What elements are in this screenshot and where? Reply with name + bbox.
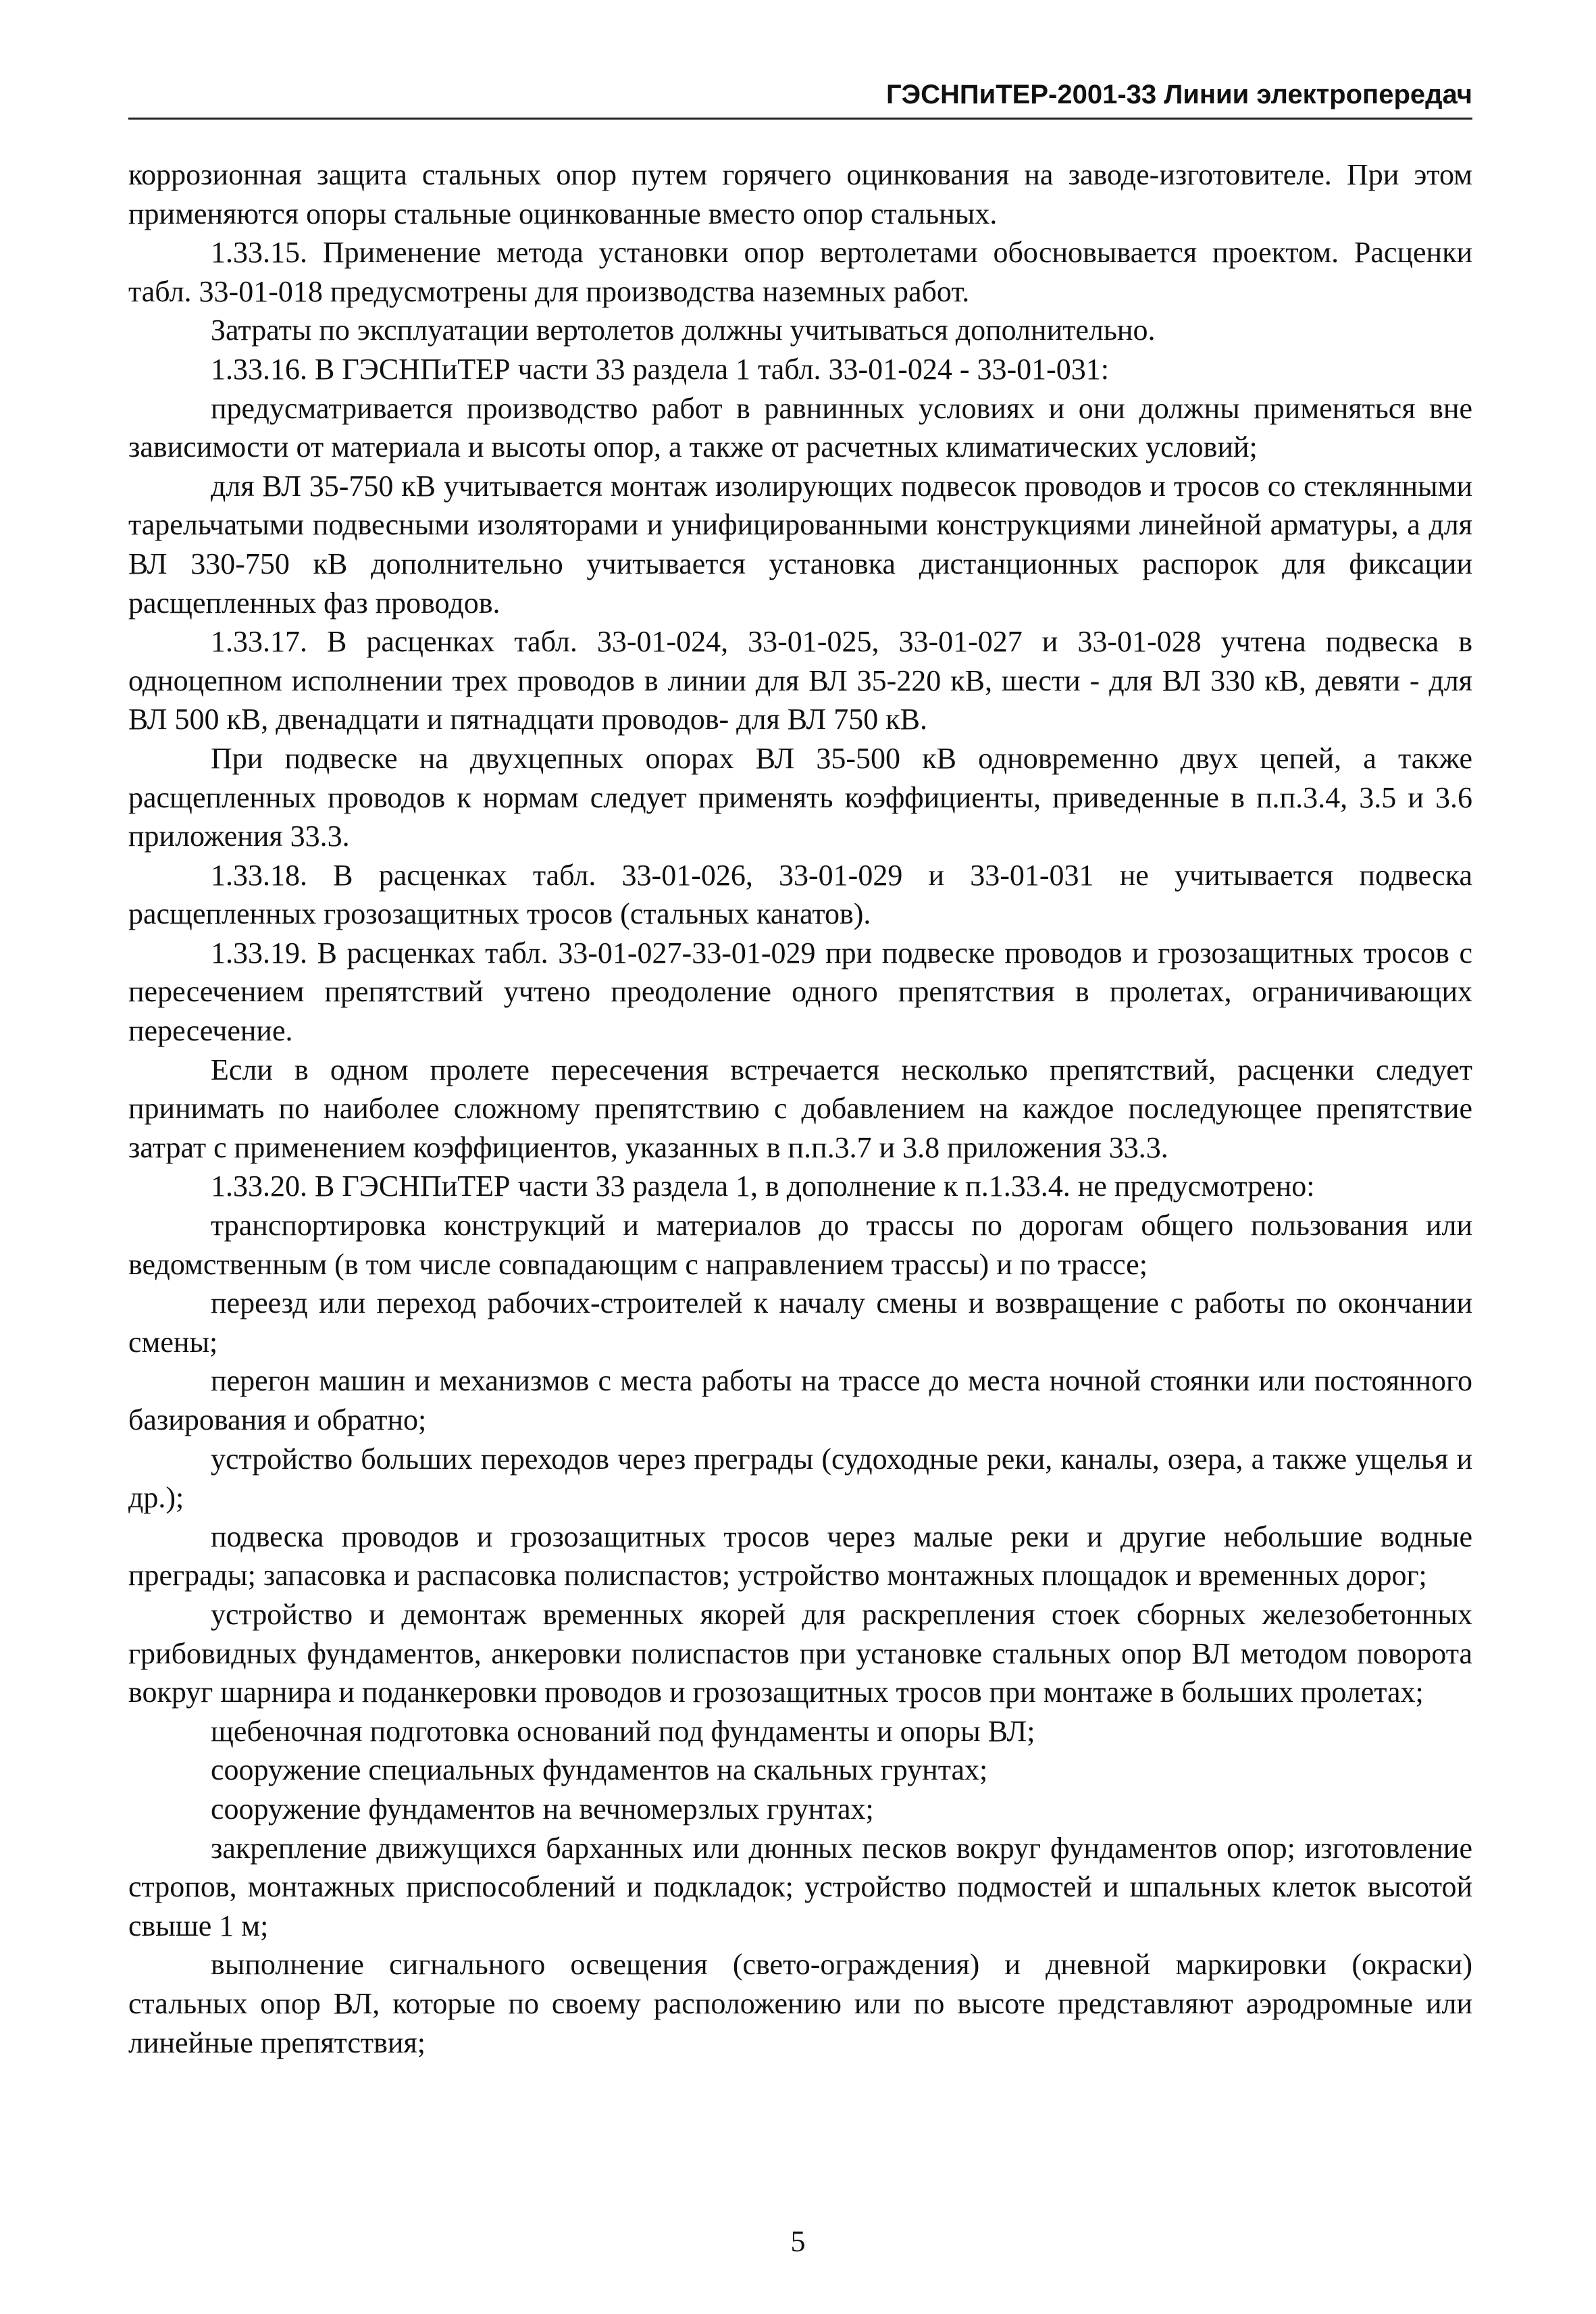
paragraph: подвеска проводов и грозозащитных тросов через малые реки и другие небольшие водные преграды; запасовка и распасовка полиспастов; устройство монтажных площадок и временных дорог;	[128, 1519, 1472, 1592]
paragraph: устройство больших переходов через преграды (судоходные реки, каналы, озера, а также ущелья и др.);	[128, 1442, 1472, 1515]
paragraph: Если в одном пролете пересечения встречается несколько препятствий, расценки следует принимать по наиболее сложному препятствию с добавлением на каждое последующее препятствие затрат с применением коэффициентов, указанных в п.п.3.7 и 3.8 приложения 33.3.	[128, 1053, 1472, 1164]
paragraph: перегон машин и механизмов с места работы на трассе до места ночной стоянки или постоянного базирования и обратно;	[128, 1364, 1472, 1436]
paragraph: 1.33.19. В расценках табл. 33-01-027-33-01-029 при подвеске проводов и грозозащитных тросов с пересечением препятствий учтено преодоление одного препятствия в пролетах, ограничивающих пересечение.	[128, 936, 1472, 1048]
paragraph: переезд или переход рабочих-строителей к началу смены и возвращение с работы по окончании смены;	[128, 1286, 1472, 1359]
paragraph: устройство и демонтаж временных якорей для раскрепления стоек сборных железобетонных грибовидных фундаментов, анкеровки полиспастов при установке стальных опор ВЛ методом поворота вокруг шарнира и поданкеровки проводов и грозозащитных тросов при монтаже в больших пролетах;	[128, 1597, 1472, 1709]
paragraph: 1.33.15. Применение метода установки опор вертолетами обосновывается проектом. Расценки табл. 33-01-018 предусмотрены для производства наземных работ.	[128, 236, 1472, 308]
paragraph: закрепление движущихся барханных или дюнных песков вокруг фундаментов опор; изготовление стропов, монтажных приспособлений и подкладок; устройство подмостей и шпальных клеток высотой свыше 1 м;	[128, 1831, 1472, 1942]
paragraph: сооружение специальных фундаментов на скальных грунтах;	[211, 1753, 988, 1787]
running-header: ГЭСНПиТЕР-2001-33 Линии электропередач	[885, 80, 1472, 109]
paragraph: коррозионная защита стальных опор путем горячего оцинкования на заводе-изготовителе. При этом применяются опоры стальные оцинкованные вместо опор стальных.	[128, 158, 1472, 230]
body-text	[128, 155, 1472, 2062]
paragraph: выполнение сигнального освещения (свето-ограждения) и дневной маркировки (окраски) стальных опор ВЛ, которые по своему расположению или по высоте представляют аэродромные или линейные препятствия;	[128, 1948, 1472, 2059]
header-rule	[128, 118, 1472, 120]
paragraph: 1.33.17. В расценках табл. 33-01-024, 33-01-025, 33-01-027 и 33-01-028 учтена подвеска в одноцепном исполнении трех проводов в линии для ВЛ 35-220 кВ, шести - для ВЛ 330 кВ, девяти - для ВЛ 500 кВ, двенадцати и пятнадцати проводов- для ВЛ 750 кВ.	[128, 625, 1472, 736]
paragraph: сооружение фундаментов на вечномерзлых грунтах;	[211, 1792, 874, 1826]
paragraph: 1.33.20. В ГЭСНПиТЕР части 33 раздела 1, в дополнение к п.1.33.4. не предусмотрено:	[211, 1169, 1315, 1203]
paragraph: 1.33.16. В ГЭСНПиТЕР части 33 раздела 1 табл. 33-01-024 - 33-01-031:	[211, 352, 1110, 386]
paragraph: для ВЛ 35-750 кВ учитывается монтаж изолирующих подвесок проводов и тросов со стеклянными тарельчатыми подвесными изоляторами и унифицированными конструкциями линейной арматуры, а для ВЛ 330-750 кВ дополнительно учитывается установка дистанционных распорок для фиксации расщепленных фаз проводов.	[128, 469, 1472, 620]
paragraph: щебеночная подготовка оснований под фундаменты и опоры ВЛ;	[211, 1714, 1035, 1748]
paragraph: предусматривается производство работ в равнинных условиях и они должны применяться вне зависимости от материала и высоты опор, а также от расчетных климатических условий;	[128, 391, 1472, 464]
page-number: 5	[790, 2225, 806, 2258]
paragraph: При подвеске на двухцепных опорах ВЛ 35-500 кВ одновременно двух цепей, а также расщепленных проводов к нормам следует применять коэффициенты, приведенные в п.п.3.4, 3.5 и 3.6 приложения 33.3.	[128, 741, 1472, 853]
paragraph: транспортировка конструкций и материалов до трассы по дорогам общего пользования или ведомственным (в том числе совпадающим с направлением трассы) и по трассе;	[128, 1209, 1472, 1281]
paragraph: 1.33.18. В расценках табл. 33-01-026, 33-01-029 и 33-01-031 не учитывается подвеска расщепленных грозозащитных тросов (стальных канатов).	[128, 858, 1472, 931]
paragraph: Затраты по эксплуатации вертолетов должны учитываться дополнительно.	[211, 313, 1156, 347]
